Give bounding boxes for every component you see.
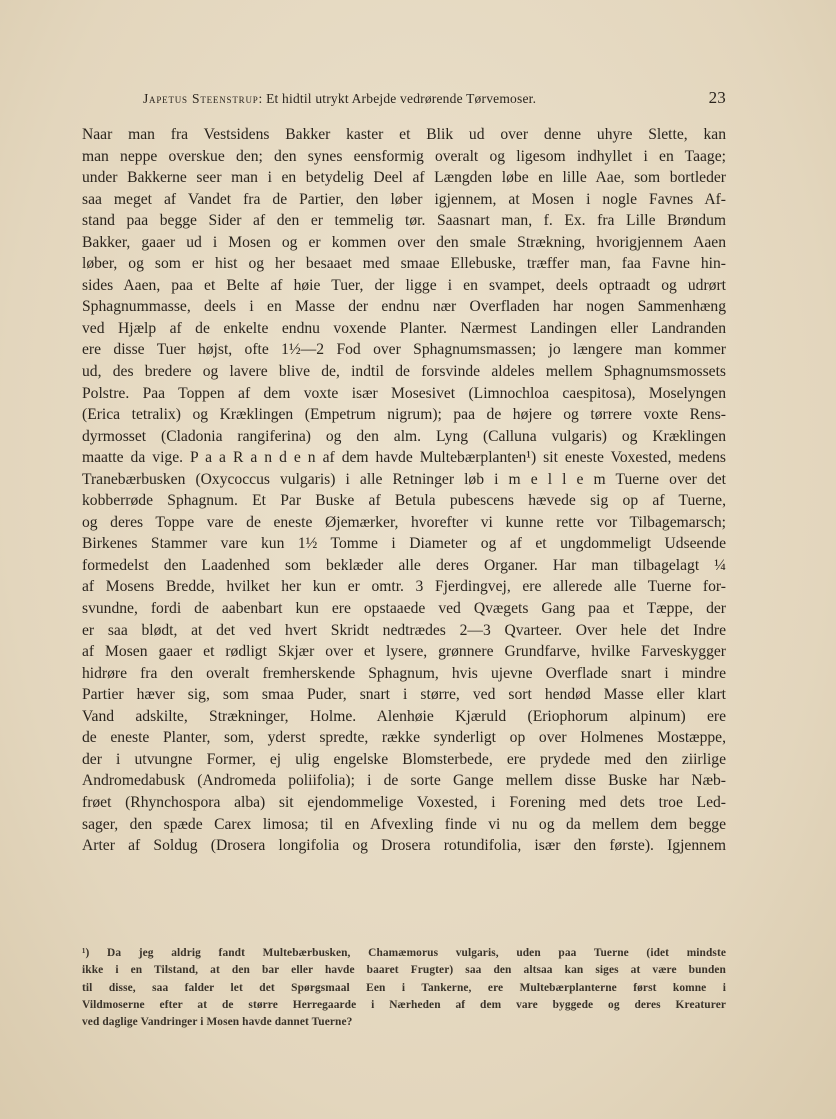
text-line: svundne, fordi de aabenbart kun ere opstaaede ved Qvægets Gang paa et Tæppe, der [82,600,726,618]
footnote-line: Vildmoserne efter at de større Herregaarde i Nærheden af dem vare byggede og deres Kreaturer [82,998,726,1011]
text-line: saa meget af Vandet fra de Partier, den løber igjennem, at Mosen i nogle Favnes Af- [82,190,726,208]
text-line: ved Hjælp af de enkelte endnu voxende Planter. Nærmest Landingen eller Landranden [82,319,726,337]
text-line: Arter af Soldug (Drosera longifolia og Drosera rotundifolia, især den første). Igjennem [82,837,726,855]
text-line: sager, den spæde Carex limosa; til en Afvexling finde vi nu og da mellem dem begge [82,815,726,833]
text-line: hidrøre fra den overalt fremherskende Sphagnum, hvis ujevne Overflade snart i mindre [82,664,726,682]
text-line: Tranebærbusken (Oxycoccus vulgaris) i alle Retninger løb i m e l l e m Tuerne over det [82,470,726,488]
footnote-line: ¹) Da jeg aldrig fandt Multebærbusken, Chamæmorus vulgaris, uden paa Tuerne (idet mindste [82,947,726,959]
text-line: Naar man fra Vestsidens Bakker kaster et Blik ud over denne uhyre Slette, kan [82,126,726,143]
text-line: Birkenes Stammer vare kun 1½ Tomme i Diameter og af et ungdommeligt Udseende [82,535,726,553]
text-line: af Mosen gaaer et rødligt Skjær over et lysere, grønnere Grundfarve, hvilke Farveskygger [82,643,726,661]
header-separator: : [258,91,267,106]
header-author: Japetus Steenstrup [143,91,259,106]
text-line: dyrmosset (Cladonia rangiferina) og den alm. Lyng (Calluna vulgaris) og Kræklingen [82,427,726,445]
text-line: ere disse Tuer højst, ofte 1½—2 Fod over Sphagnumsmassen; jo længere man kommer [82,341,726,359]
text-line: formedelst den Laadenhed som beklæder alle deres Organer. Har man tilbagelagt ¼ [82,556,726,574]
header-title-line [143,91,536,107]
text-line: kobberrøde Sphagnum. Et Par Buske af Betula pubescens hævede sig op af Tuerne, [82,492,726,510]
text-line: under Bakkerne seer man i en betydelig Deel af Længden løbe en lille Aae, som bortleder [82,169,726,187]
text-line: Sphagnummasse, deels i en Masse der endnu nær Overfladen har nogen Sammenhæng [82,298,726,316]
text-line: Vand adskilte, Strækninger, Holme. Alenhøie Kjæruld (Eriophorum alpinum) ere [82,707,726,725]
page-number: 23 [708,88,726,107]
text-line: af Mosens Bredde, hvilket her kun er omtr. 3 Fjerdingvej, ere allerede alle Tuerne for- [82,578,726,596]
footnote-line: ved daglige Vandringer i Mosen havde dannet Tuerne? [82,1016,353,1029]
footnote-line: til disse, saa falder let det Spørgsmaal Een i Tankerne, ere Multebærplanterne først komne i [82,981,726,994]
text-line: og deres Toppe vare de eneste Øjemærker, hvorefter vi kunne rette vor Tilbagemarsch; [82,513,726,531]
text-line: sides Aaen, paa et Belte af høie Tuer, der ligge i en svampet, deels optraadt og udrørt [82,276,726,294]
text-line: ud, des bredere og lavere blive de, indtil de forsvinde aldeles mellem Sphagnumsmossets [82,363,726,381]
running-header [143,88,728,110]
text-line: (Erica tetralix) og Kræklingen (Empetrum nigrum); paa de højere og tørrere voxte Rens- [82,406,726,424]
text-line: Polstre. Paa Toppen af dem voxte især Mosesivet (Limnochloa caespitosa), Moselyngen [82,384,726,402]
header-title: Et hidtil utrykt Arbejde vedrørende Tørvemoser. [266,91,537,106]
text-line: Andromedabusk (Andromeda poliifolia); i de sorte Gange mellem disse Buske har Næb- [82,772,726,790]
text-line: frøet (Rhynchospora alba) sit ejendommelige Voxested, i Forening med dets troe Led- [82,793,726,811]
text-line: man neppe overskue den; den synes eensformig overalt og ligesom indhyllet i en Taage; [82,147,726,165]
text-line: Partier hæver sig, som smaa Puder, snart i større, ved sort hendød Masse eller klart [82,686,726,704]
text-line: de eneste Planter, som, yderst spredte, række synderligt op over Holmenes Mostæppe, [82,729,726,747]
text-line: Bakker, gaaer ud i Mosen og er kommen over den smale Strækning, hvorigjennem Aaen [82,233,726,251]
text-line: maatte da vige. P a a R a n d e n af dem havde Multebærplanten¹) sit eneste Voxested, medens [82,449,726,467]
text-line: er saa blødt, at det ved hvert Skridt nedtrædes 2—3 Qvarteer. Over hele det Indre [82,621,726,639]
text-line: løber, og som er hist og her besaaet med smaae Ellebuske, træffer man, faa Favne hin- [82,255,726,273]
text-line: stand paa begge Sider af den er temmelig tør. Saasnart man, f. Ex. fra Lille Brøndum [82,212,726,230]
footnote-line: ikke i en Tilstand, at den bar eller havde baaret Frugter) saa den altsaa kan siges at være bunden [82,964,726,977]
text-line: der i utvungne Former, ej ulig engelske Blomsterbede, ere prydede med den ziirlige [82,750,726,768]
body-text [82,124,726,857]
footnotes [82,945,726,1031]
